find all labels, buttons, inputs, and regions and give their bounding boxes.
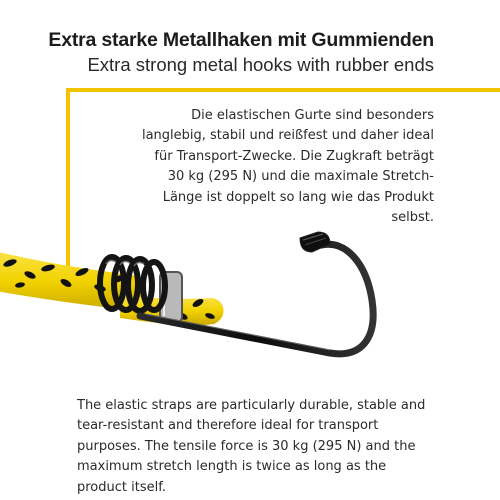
- heading-german: Extra starke Metallhaken mit Gummienden: [48, 29, 434, 51]
- accent-frame-top: [66, 88, 500, 92]
- description-german: Die elastischen Gurte sind besonders langlebig, stabil und reißfest und daher ideal für Transport-Zwecke. Die Zugkraft beträgt 30 kg (295 N) und die maximale Stretch-Länge ist doppelt so lang wie das Produkt selbst.: [141, 108, 434, 226]
- description-english: The elastic straps are particularly durable, stable and tear-resistant and therefore ideal for transport purposes. The tensile force is 30 kg (295 N) and the maximum stretch length is twice as long as the product itself.: [77, 398, 426, 495]
- bungee-hook-image: [0, 150, 500, 380]
- heading-english: Extra strong metal hooks with rubber ends: [87, 54, 434, 75]
